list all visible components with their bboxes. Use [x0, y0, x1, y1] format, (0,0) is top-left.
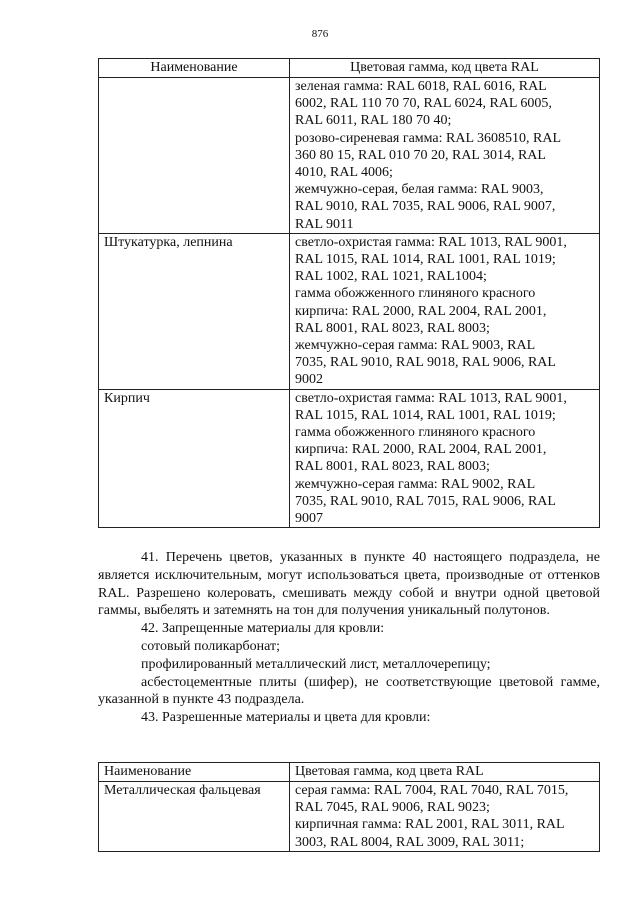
- list-item-metal-sheet: профилированный металлический лист, металлочерепицу;: [141, 656, 491, 672]
- table-header-row: [99, 59, 600, 78]
- colour-codes-cell: [290, 78, 600, 234]
- colour-codes-line: кирпичная гамма: RAL 2001, RAL 3011, RAL: [295, 817, 565, 833]
- page-number: 876: [311, 28, 329, 40]
- colour-codes-line: RAL 6011, RAL 180 70 40;: [295, 113, 452, 129]
- list-item-asbestos-slate: асбестоцементные плиты (шифер), не соответствующие цветовой гамме, указанной в пункте 43 подраздела.: [98, 674, 600, 708]
- colour-codes-line: серая гамма: RAL 7004, RAL 7040, RAL 7015,: [295, 783, 569, 798]
- colour-codes-line: RAL 9010, RAL 7035, RAL 9006, RAL 9007,: [295, 199, 556, 215]
- colour-codes-line: RAL 9011: [295, 216, 354, 232]
- colour-codes-line: светло-охристая гамма: RAL 1013, RAL 9001,: [295, 234, 567, 250]
- list-item-polycarbonate: сотовый поликарбонат;: [141, 638, 281, 654]
- table-row: [99, 78, 600, 234]
- colour-codes-line: 9002: [295, 372, 323, 388]
- table-row: [99, 782, 600, 852]
- column-header-colour: Цветовая гамма, код цвета RAL: [290, 59, 600, 78]
- colour-codes-cell: [290, 233, 600, 389]
- column-header-name: Наименование: [99, 59, 290, 78]
- colour-codes-line: 4010, RAL 4006;: [295, 165, 393, 181]
- colour-codes-line: жемчужно-серая гамма: RAL 9003, RAL: [295, 338, 536, 354]
- colour-codes-line: 3003, RAL 8004, RAL 3009, RAL 3011;: [295, 834, 525, 850]
- colour-codes-cell: [290, 389, 600, 528]
- colour-codes-line: гамма обожженного глиняного красного: [295, 286, 536, 302]
- table-row: [99, 389, 600, 528]
- ral-colour-table-facades: [98, 58, 600, 528]
- colour-codes-line: 7035, RAL 9010, RAL 9018, RAL 9006, RAL: [295, 355, 556, 371]
- material-name-cell: Штукатурка, лепнина: [99, 233, 290, 389]
- colour-codes-line: 7035, RAL 9010, RAL 7015, RAL 9006, RAL: [295, 493, 556, 509]
- colour-codes-line: светло-охристая гамма: RAL 1013, RAL 9001,: [295, 390, 567, 406]
- column-header-colour: Цветовая гамма, код цвета RAL: [290, 763, 600, 782]
- colour-codes-cell: [290, 782, 600, 852]
- colour-codes-line: розово-сиреневая гамма: RAL 3608510, RAL: [295, 130, 561, 146]
- colour-codes-line: жемчужно-серая, белая гамма: RAL 9003,: [295, 182, 544, 198]
- colour-codes-line: гамма обожженного глиняного красного: [295, 425, 536, 441]
- colour-codes-line: кирпича: RAL 2000, RAL 2004, RAL 2001,: [295, 442, 547, 458]
- body-text: [98, 549, 600, 727]
- material-name-cell: Кирпич: [99, 389, 290, 528]
- material-name-cell: Металлическая фальцевая: [99, 782, 290, 852]
- colour-codes-line: жемчужно-серая гамма: RAL 9002, RAL: [295, 476, 536, 492]
- colour-codes-line: 6002, RAL 110 70 70, RAL 6024, RAL 6005,: [295, 96, 552, 112]
- paragraph-42-heading: 42. Запрещенные материалы для кровли:: [141, 621, 385, 637]
- colour-codes-line: RAL 8001, RAL 8023, RAL 8003;: [295, 459, 490, 475]
- ral-colour-table-roofing: [98, 762, 600, 852]
- column-header-name: Наименование: [99, 763, 290, 782]
- paragraph-43-heading: 43. Разрешенные материалы и цвета для кровли:: [141, 710, 431, 726]
- colour-codes-line: 9007: [295, 511, 323, 527]
- colour-codes-line: RAL 1015, RAL 1014, RAL 1001, RAL 1019;: [295, 407, 556, 423]
- material-name-cell: [99, 78, 290, 234]
- colour-codes-line: RAL 7045, RAL 9006, RAL 9023;: [295, 800, 490, 816]
- colour-codes-line: зеленая гамма: RAL 6018, RAL 6016, RAL: [295, 79, 547, 94]
- colour-codes-line: 360 80 15, RAL 010 70 20, RAL 3014, RAL: [295, 147, 546, 163]
- colour-codes-line: RAL 1002, RAL 1021, RAL1004;: [295, 269, 487, 285]
- colour-codes-line: RAL 1015, RAL 1014, RAL 1001, RAL 1019;: [295, 252, 556, 268]
- table-row: [99, 233, 600, 389]
- paragraph-41: 41. Перечень цветов, указанных в пункте 40 настоящего подраздела, не является исключительным, могут использоваться цвета, производные от оттенков RAL. Разрешено колеровать, смешивать между собой и внутри одной цветовой гаммы, выбелять и затемнять на тон для получения уникальный полутонов.: [98, 550, 600, 619]
- colour-codes-line: RAL 8001, RAL 8023, RAL 8003;: [295, 320, 490, 336]
- colour-codes-line: кирпича: RAL 2000, RAL 2004, RAL 2001,: [295, 303, 547, 319]
- table-header-row: [99, 763, 600, 782]
